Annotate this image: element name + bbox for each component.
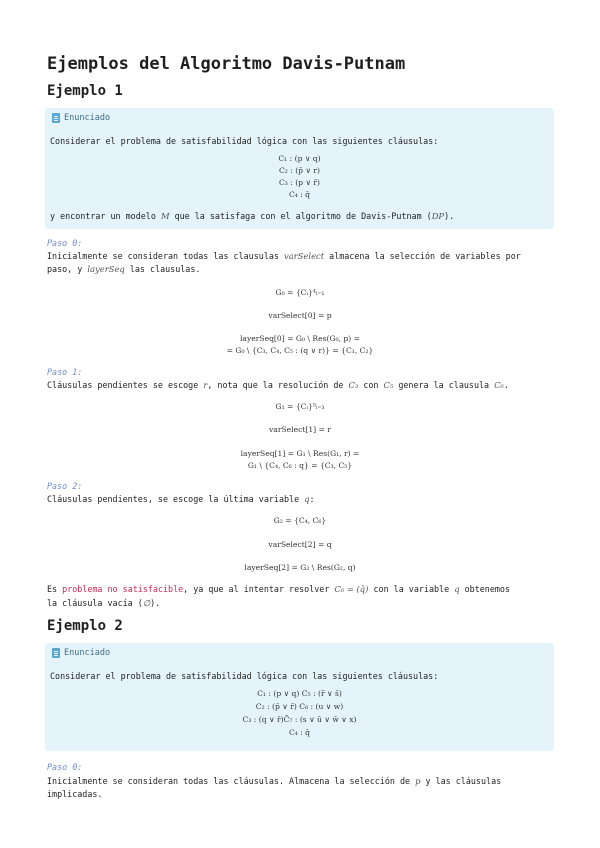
paso-2-eq-layerseq: layerSeq[2] = G₂ \ Res(G₂, q) — [244, 563, 356, 572]
enunciado-label: Enunciado — [64, 113, 111, 123]
paso-0-eq-layerseq-b: = G₀ \ {C₃, C₄, C₅ : (q ∨ r)} = {C₁, C₂} — [226, 346, 374, 355]
example-1-heading: Ejemplo 1 — [47, 83, 123, 99]
paso-1-eq-g1: G₁ = {Cᵢ}⁵ᵢ₌₃ — [275, 402, 325, 411]
enunciado-label: Enunciado — [64, 648, 111, 658]
clause-c2: C₂ : (p̄ ∨ r) — [278, 166, 321, 175]
clause-c4: C₄ : q̄ — [288, 190, 311, 199]
paso-0-eq-g0: G₀ = {Cᵢ}⁴ᵢ₌₁ — [275, 288, 325, 297]
example-2-heading: Ejemplo 2 — [47, 618, 123, 634]
unsat-highlight: problema no satisfacible — [62, 584, 184, 594]
paso-2-label: Paso 2: — [47, 481, 83, 491]
ex2-paso-0-label: Paso 0: — [47, 762, 83, 772]
clause-row-4: C₄ : q̄ — [288, 728, 311, 737]
paso-0-eq-layerseq-a: layerSeq[0] = G₀ \ Res(G₀, p) = — [240, 334, 360, 343]
conclusion-line1: Es problema no satisfacible, ya que al intentar resolver C₆ = (q̄) con la variable q obtenemos — [47, 584, 510, 594]
paso-0-text-line1: Inicialmente se consideran todas las clausulas varSelect almacena la selección de variables por — [47, 251, 521, 261]
paso-0-eq-varselect: varSelect[0] = p — [268, 311, 332, 320]
clause-row-1: C₁ : (p ∨ q) C₅ : (r̄ ∨ s̄) — [257, 689, 342, 698]
paso-0-text-line2: paso, y layerSeq las clausulas. — [47, 264, 201, 274]
enunciado-box-1 — [45, 108, 554, 229]
enunciado-header — [52, 648, 110, 658]
enunciado-box-2 — [45, 643, 554, 751]
paso-1-eq-varselect: varSelect[1] = r — [269, 425, 331, 434]
paso-2-eq-varselect: varSelect[2] = q — [268, 540, 332, 549]
note-icon — [52, 648, 60, 658]
paso-2-text: Cláusulas pendientes, se escoge la última variable q: — [47, 494, 315, 504]
enunciado-intro: Considerar el problema de satisfabilidad lógica con las siguientes cláusulas: — [50, 671, 439, 681]
ex2-paso-0-line1: Inicialmente se consideran todas las cláusulas. Almacena la selección de p y las cláusulas — [47, 776, 502, 786]
paso-1-text: Cláusulas pendientes se escoge r, nota que la resolución de C₃ con C₅ genera la clausula C₆. — [47, 380, 509, 390]
paso-1-eq-layerseq-b: G₁ \ {C₄, C₆ : q} = {C₃, C₅} — [247, 461, 353, 470]
clause-row-3: C₃ : (q ∨ r̄)C̄₇ : (s ∨ ū ∨ w̄ ∨ x) — [242, 715, 357, 724]
paso-1-eq-layerseq-a: layerSeq[1] = G₁ \ Res(G₁, r) = — [240, 449, 360, 458]
page-title: Ejemplos del Algoritmo Davis-Putnam — [47, 54, 406, 74]
note-icon — [52, 113, 60, 123]
paso-2-eq-g2: G₂ = {C₄, C₆} — [273, 516, 327, 525]
clause-c1: C₁ : (p ∨ q) — [278, 154, 321, 163]
conclusion-line2: la cláusula vacía (∅). — [47, 598, 161, 608]
clause-row-2: C₂ : (p̄ ∨ r̄) C₆ : (u ∨ w) — [255, 702, 344, 711]
enunciado-intro: Considerar el problema de satisfabilidad lógica con las siguientes cláusulas: — [50, 136, 439, 146]
enunciado-header — [52, 113, 110, 123]
paso-0-label: Paso 0: — [47, 238, 83, 248]
enunciado-outro: y encontrar un modelo M que la satisfaga con el algoritmo de Davis-Putnam (DP). — [50, 211, 455, 221]
clause-c3: C₃ : (p ∨ r̄) — [278, 178, 321, 187]
paso-1-label: Paso 1: — [47, 367, 83, 377]
ex2-paso-0-line2: implicadas. — [47, 789, 103, 799]
